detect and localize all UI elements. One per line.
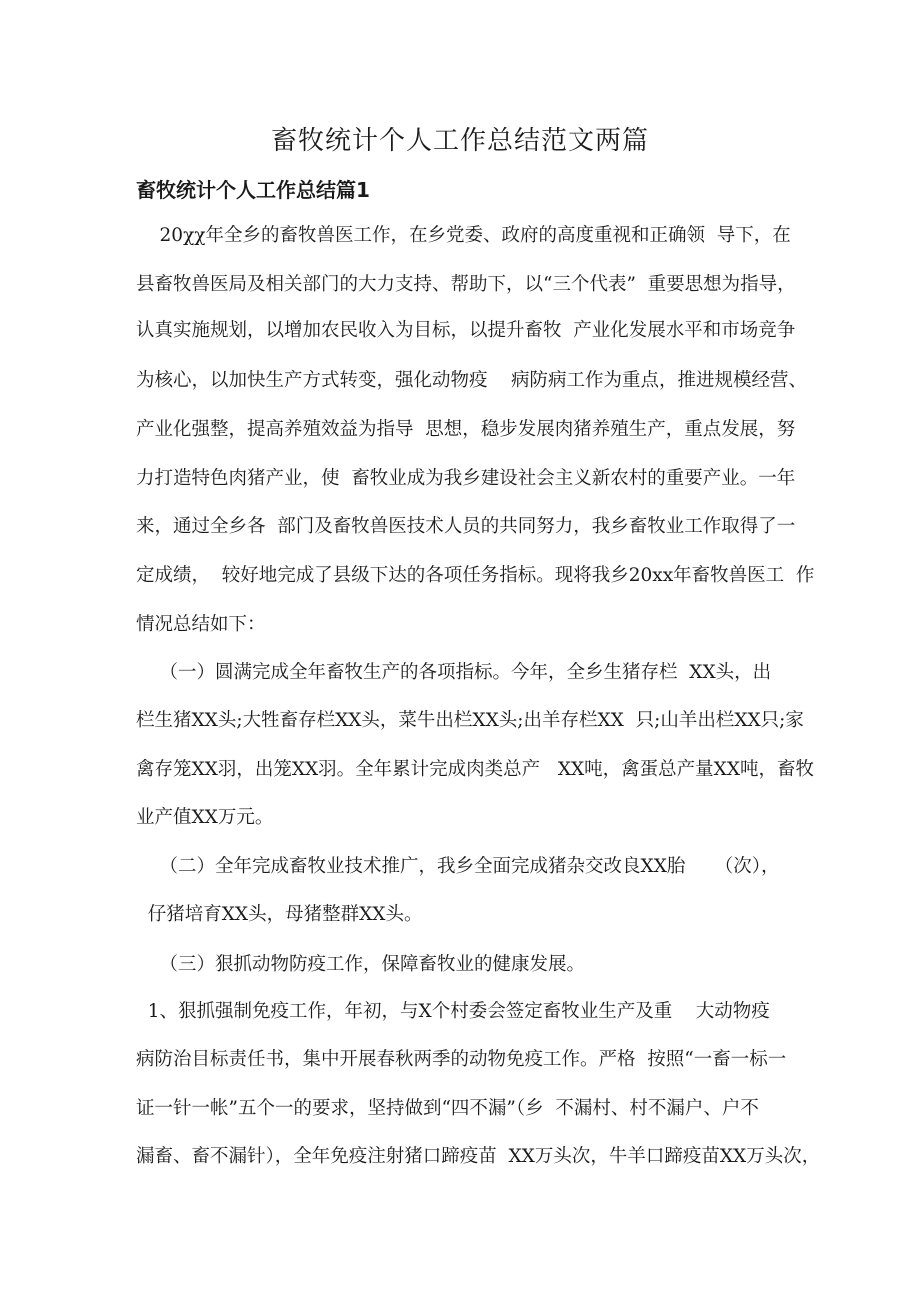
body-line: 仔猪培育XX头，母猪整群XX头。	[136, 904, 423, 925]
body-line: （一）圆满完成全年畜牧生产的各项指标。今年，全乡生猪存栏 XX头，出	[136, 662, 772, 683]
body-line: 禽存笼XX羽，出笼XX羽。全年累计完成肉类总产 XX吨，禽蛋总产量XX吨，畜牧	[136, 759, 815, 780]
body-line: 1、狠抓强制免疫工作，年初，与X个村委会签定畜牧业生产及重 大动物疫	[136, 1001, 770, 1022]
body-line: （三）狠抓动物防疫工作，保障畜牧业的健康发展。	[136, 954, 586, 975]
body-line: 栏生猪XX头;大牲畜存栏XX头，菜牛出栏XX头;出羊存栏XX 只;山羊出栏XX只;家	[136, 710, 804, 731]
body-line: 20χχ年全乡的畜牧兽医工作，在乡党委、政府的高度重视和正确领 导下，在	[136, 225, 791, 246]
body-line: 情况总结如下：	[136, 614, 266, 635]
body-line: 为核心，以加快生产方式转变，强化动物疫 病防病工作为重点，推进规模经营、	[136, 370, 808, 391]
body-line: 力打造特色肉猪产业，使 畜牧业成为我乡建设社会主义新农村的重要产业。一年	[136, 468, 796, 489]
body-line: 县畜牧兽医局及相关部门的大力支持、帮助下，以“三个代表” 重要思想为指导，	[136, 274, 796, 295]
body-line: 业产值XX万元。	[136, 807, 274, 828]
body-line: 定成绩， 较好地完成了县级下达的各项任务指标。现将我乡20xx年畜牧兽医工 作	[136, 565, 815, 586]
document-title: 畜牧统计个人工作总结范文两篇	[270, 126, 649, 156]
body-line: 证一针一帐”五个一的要求，坚持做到“四不漏”（乡 不漏村、村不漏户、户不	[136, 1098, 759, 1119]
body-line: （二）全年完成畜牧业技术推广，我乡全面完成猪杂交改良XX胎 （次），	[136, 856, 780, 877]
body-line: 病防治目标责任书，集中开展春秋两季的动物免疫工作。严格 按照“一畜一标一	[136, 1049, 787, 1070]
body-line: 漏畜、畜不漏针），全年免疫注射猪口蹄疫苗 XX万头次，牛羊口蹄疫苗XX万头次，	[136, 1146, 821, 1167]
body-line: 来，通过全乡各 部门及畜牧兽医技术人员的共同努力，我乡畜牧业工作取得了一	[136, 516, 796, 537]
section-heading: 畜牧统计个人工作总结篇1	[136, 178, 370, 202]
body-line: 认真实施规划，以增加农民收入为目标，以提升畜牧 产业化发展水平和市场竞争	[136, 320, 796, 341]
body-line: 产业化强整，提高养殖效益为指导 思想，稳步发展肉猪养殖生产，重点发展，努	[136, 419, 796, 440]
